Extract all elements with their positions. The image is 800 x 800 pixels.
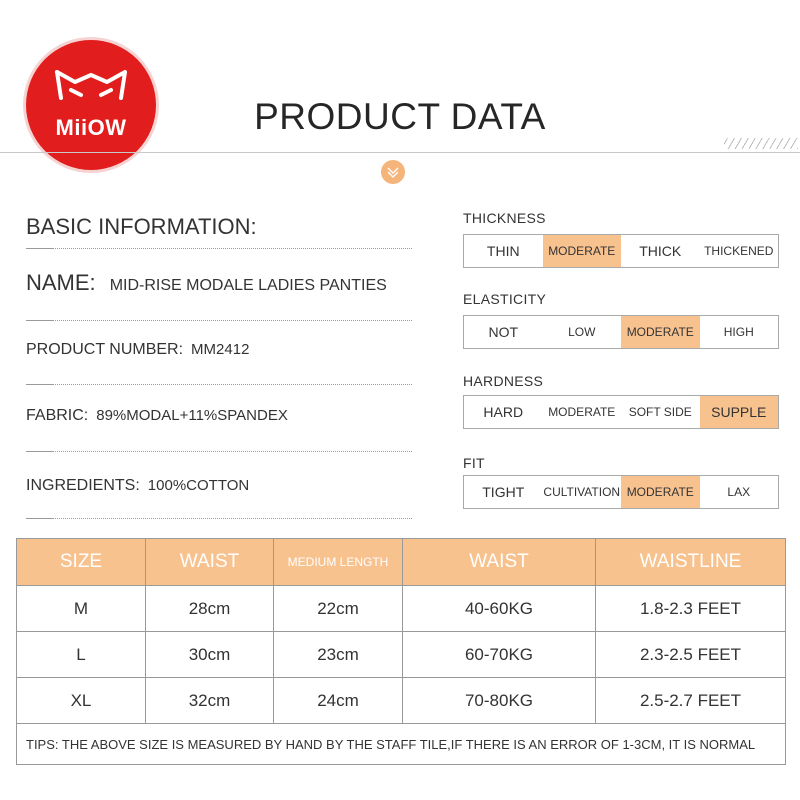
cell-waist: 32cm — [146, 678, 274, 724]
cell-length: 24cm — [274, 678, 403, 724]
scale-option: TIGHT — [482, 484, 525, 500]
cell-length: 22cm — [274, 586, 403, 632]
cat-ears-icon — [51, 66, 131, 108]
table-row — [17, 678, 786, 724]
ingredients-row — [26, 477, 249, 495]
header-size: SIZE — [17, 539, 146, 586]
scale-option: MODERATE — [548, 405, 616, 419]
scale-option: MODERATE — [621, 476, 700, 508]
cell-waistline: 2.3-2.5 FEET — [596, 632, 786, 678]
header-waistline: WAISTLINE — [596, 539, 786, 586]
scale-option: MODERATE — [543, 235, 622, 267]
attribute-label: FIT — [463, 455, 485, 471]
tips-text: TIPS: THE ABOVE SIZE IS MEASURED BY HAND BY THE STAFF TILE,IF THERE IS AN ERROR OF 1-3CM, IT IS NORMAL — [17, 724, 786, 765]
scale-option: HARD — [483, 404, 524, 420]
header-weight: WAIST — [403, 539, 596, 586]
brand-name: MiiOW — [55, 115, 127, 140]
cell-weight: 40-60KG — [403, 586, 596, 632]
scale-option: CULTIVATION — [543, 485, 621, 499]
cell-waistline: 1.8-2.3 FEET — [596, 586, 786, 632]
scale-option: HIGH — [723, 325, 754, 339]
chevron-down-icon — [386, 166, 400, 178]
fabric-row — [26, 407, 288, 425]
tips-row — [17, 724, 786, 765]
attribute-scale — [463, 315, 779, 349]
cell-waist: 28cm — [146, 586, 274, 632]
brand-logo — [26, 40, 156, 170]
header-medium-length: MEDIUM LENGTH — [274, 539, 403, 586]
divider — [26, 384, 412, 385]
scale-option: MODERATE — [621, 316, 700, 348]
cell-weight: 60-70KG — [403, 632, 596, 678]
cell-length: 23cm — [274, 632, 403, 678]
chevron-badge — [381, 160, 405, 184]
divider — [26, 518, 412, 519]
name-row — [26, 270, 387, 296]
cell-waistline: 2.5-2.7 FEET — [596, 678, 786, 724]
attribute-label: THICKNESS — [463, 210, 546, 226]
scale-option: NOT — [488, 324, 519, 340]
divider — [26, 451, 412, 452]
table-row — [17, 632, 786, 678]
cell-waist: 30cm — [146, 632, 274, 678]
cell-size: XL — [17, 678, 146, 724]
divider — [26, 248, 412, 249]
scale-option: SOFT SIDE — [628, 405, 692, 419]
header-waist: WAIST — [146, 539, 274, 586]
table-row — [17, 586, 786, 632]
ingredients-label: INGREDIENTS: — [26, 477, 140, 494]
basic-info-heading: BASIC INFORMATION: — [26, 214, 257, 239]
name-label: NAME: — [26, 270, 96, 295]
attribute-label: HARDNESS — [463, 373, 544, 389]
page-title: PRODUCT DATA — [254, 96, 546, 137]
ingredients-value: 100%COTTON — [147, 477, 250, 494]
attribute-scale — [463, 234, 779, 268]
scale-option: THICKENED — [704, 244, 774, 258]
scale-option: LAX — [727, 485, 751, 499]
size-table — [16, 538, 786, 765]
fabric-value: 89%MODAL+11%SPANDEX — [96, 407, 288, 424]
product-number-row — [26, 341, 249, 359]
cell-size: L — [17, 632, 146, 678]
product-number-value: MM2412 — [191, 341, 250, 358]
cell-weight: 70-80KG — [403, 678, 596, 724]
size-table-header — [17, 539, 786, 586]
divider — [26, 320, 412, 321]
attribute-scale — [463, 475, 779, 509]
attribute-scale — [463, 395, 779, 429]
scale-option: THIN — [486, 243, 520, 259]
scale-option: SUPPLE — [700, 396, 779, 428]
hatch-decoration — [724, 138, 798, 149]
scale-option: LOW — [568, 325, 596, 339]
name-value: MID-RISE MODALE LADIES PANTIES — [109, 277, 387, 294]
cell-size: M — [17, 586, 146, 632]
title-divider — [0, 152, 800, 153]
attribute-label: ELASTICITY — [463, 291, 547, 307]
fabric-label: FABRIC: — [26, 407, 89, 424]
product-number-label: PRODUCT NUMBER: — [26, 341, 184, 358]
scale-option: THICK — [639, 243, 682, 259]
